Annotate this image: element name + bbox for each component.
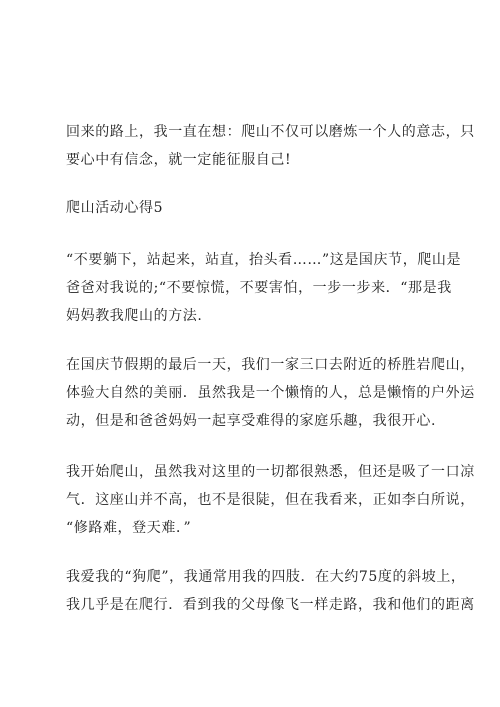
text-line: 体验大自然的美丽．虽然我是一个懒惰的人，总是懒惰的户外运 bbox=[66, 385, 475, 401]
text-line: 气．这座山并不高，也不是很陡，但在我看来，正如李白所说， bbox=[66, 492, 475, 508]
text-line: 妈妈教我爬山的方法. bbox=[66, 308, 203, 324]
text-line: 在国庆节假期的最后一天，我们一家三口去附近的桥胜岩爬山， bbox=[66, 357, 475, 373]
paragraph-dog-crawl bbox=[66, 563, 475, 619]
text-line: 爸爸对我说的;“不要惊慌，不要害怕，一步一步来．“那是我 bbox=[66, 280, 452, 296]
paragraph-start-climbing bbox=[66, 458, 475, 542]
text-line: 我爱我的“狗爬”，我通常用我的四肢．在大约75度的斜坡上， bbox=[66, 569, 466, 585]
text-line: 我几乎是在爬行．看到我的父母像飞一样走路，我和他们的距离 bbox=[66, 597, 475, 613]
text-line: “不要躺下，站起来，站直，抬头看……”这是国庆节，爬山是 bbox=[66, 252, 462, 268]
text-line: 回来的路上，我一直在想：爬山不仅可以磨炼一个人的意志，只 bbox=[66, 124, 475, 140]
paragraph-national-day bbox=[66, 351, 475, 435]
text-line: 要心中有信念，就一定能征服自己! bbox=[66, 152, 292, 168]
paragraph-intro bbox=[66, 246, 462, 330]
paragraph-reflection bbox=[66, 118, 475, 174]
section-heading: 爬山活动心得5 bbox=[66, 200, 164, 216]
text-line: “修路难，登天难．” bbox=[66, 520, 192, 536]
text-line: 我开始爬山，虽然我对这里的一切都很熟悉，但还是吸了一口凉 bbox=[66, 464, 475, 480]
text-line: 动，但是和爸爸妈妈一起享受难得的家庭乐趣，我很开心. bbox=[66, 413, 437, 429]
